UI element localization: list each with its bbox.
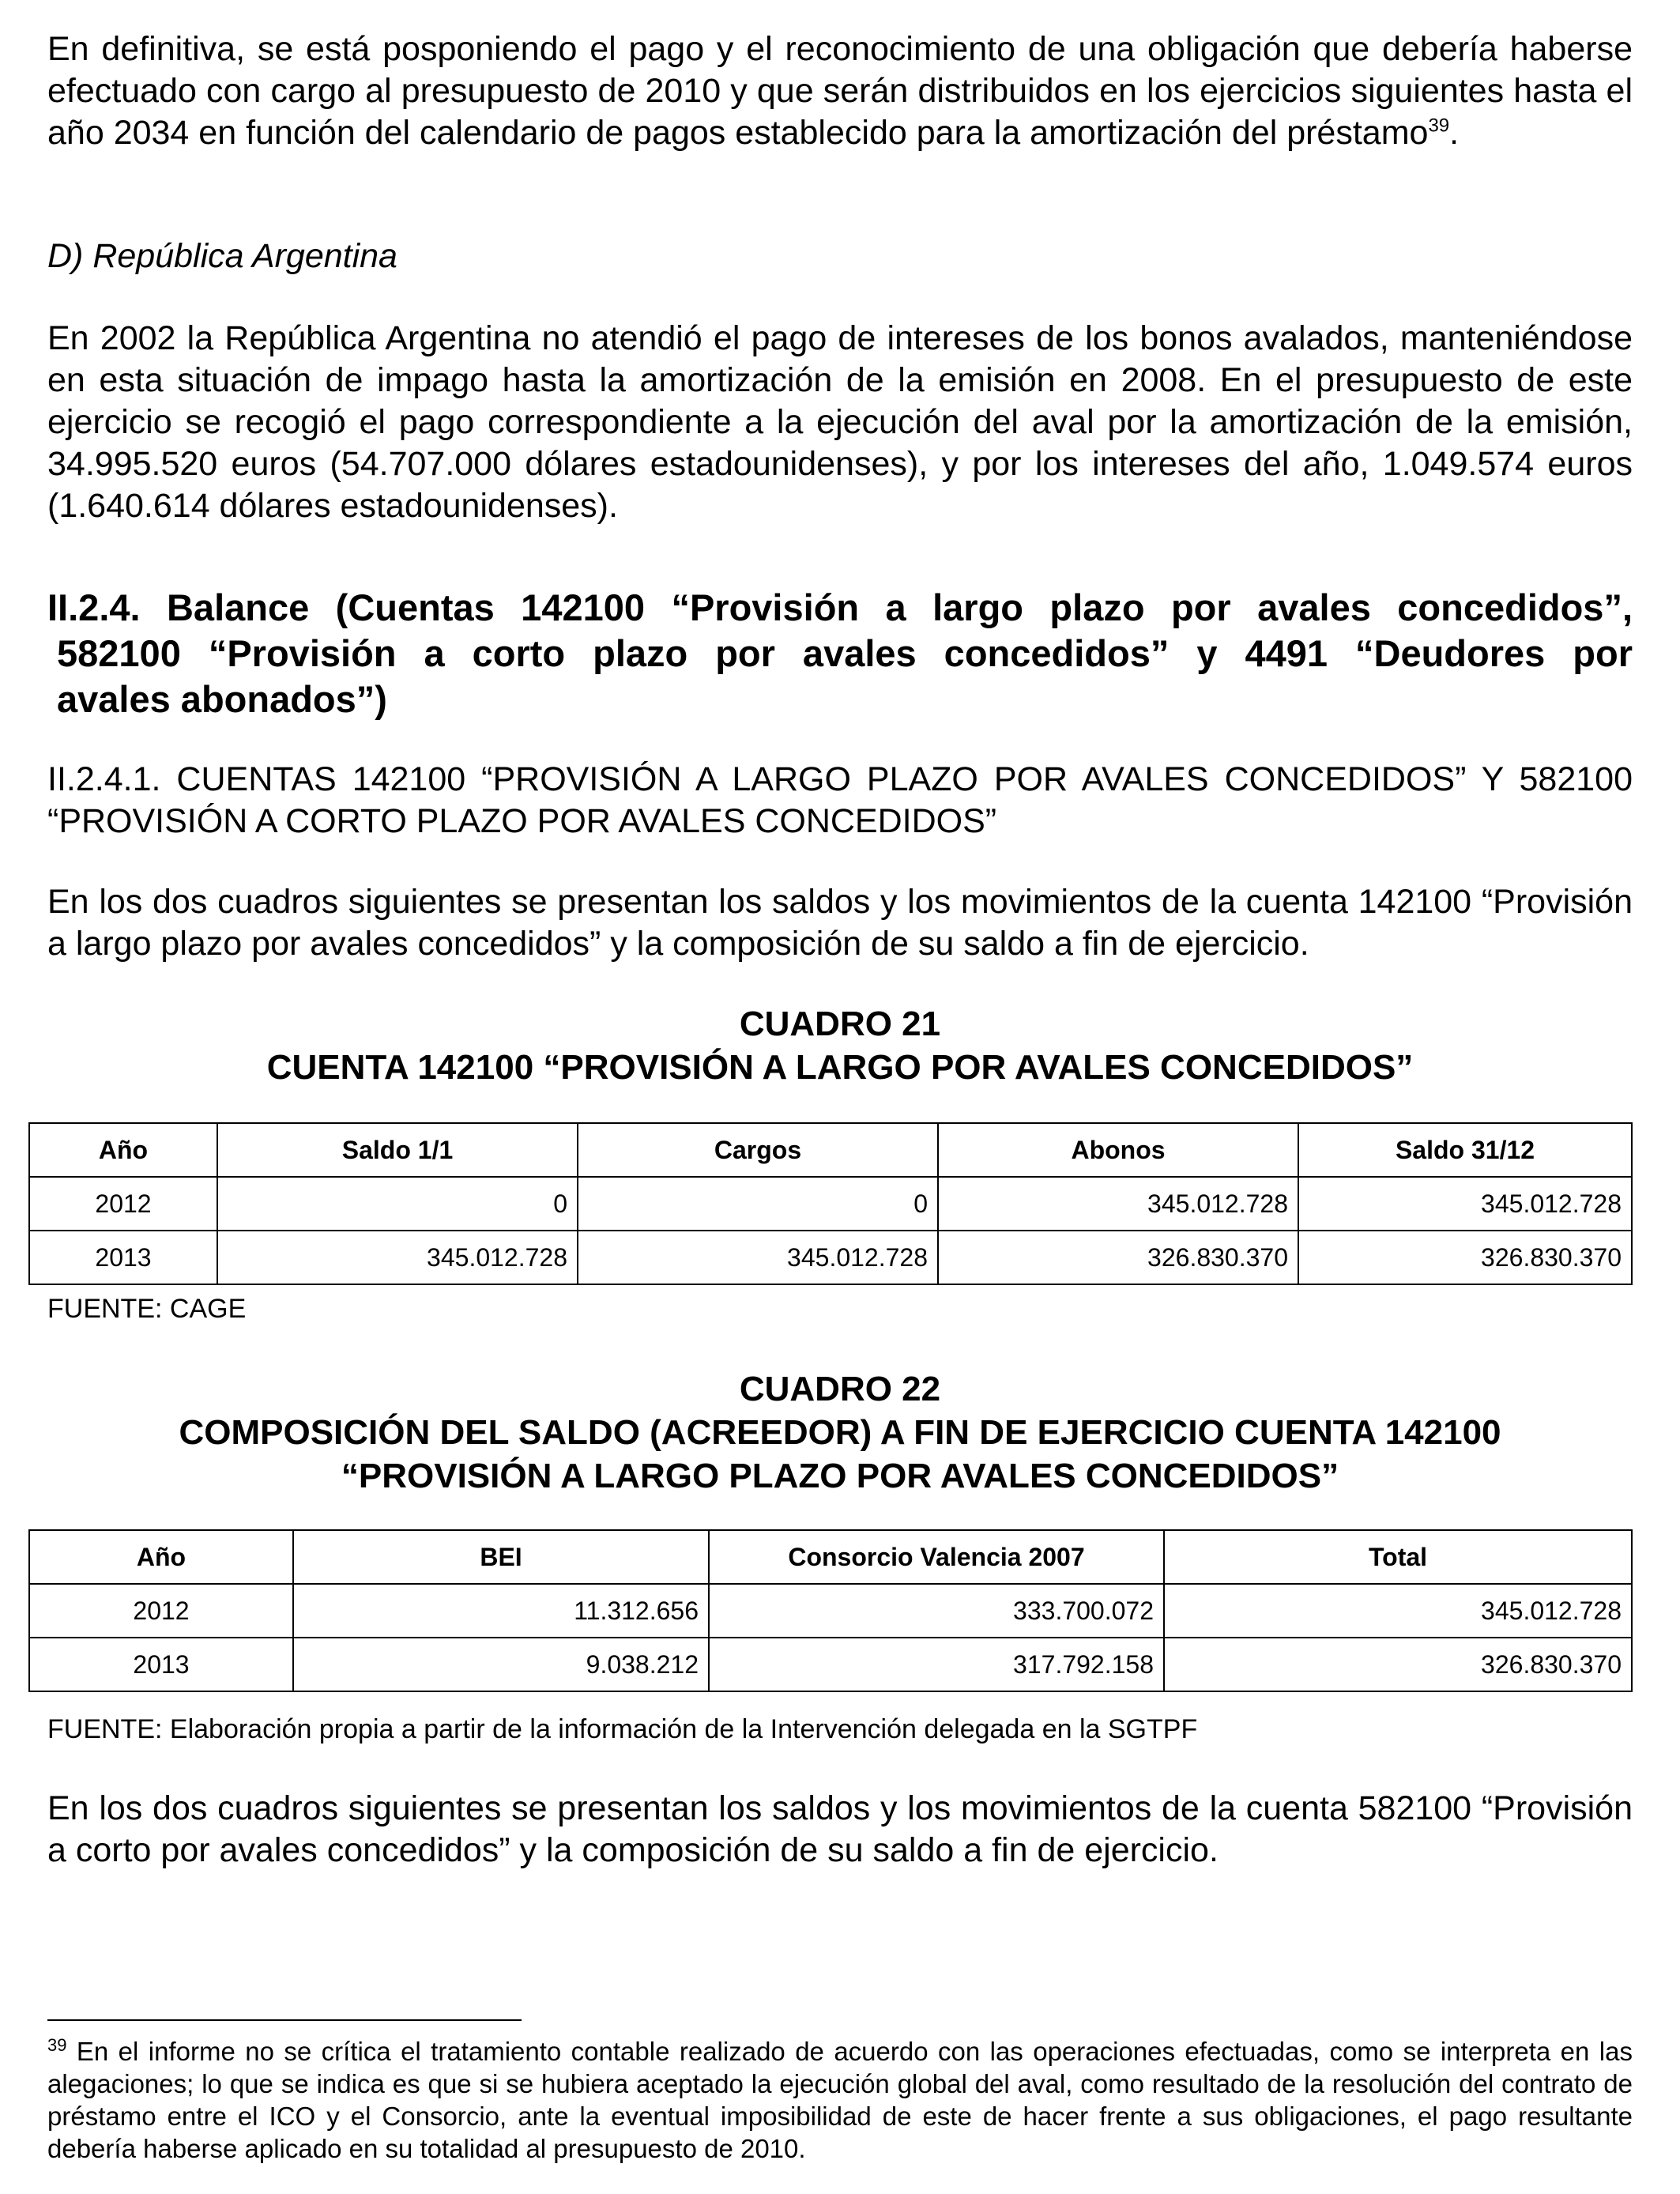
footnote-39 xyxy=(47,2035,1633,2165)
table-cell: 326.830.370 xyxy=(1164,1638,1632,1691)
column-header: Saldo 31/12 xyxy=(1298,1123,1632,1177)
footnote-text: En el informe no se crítica el tratamiento contable realizado de acuerdo con las operaciones efectuadas, como se interpreta en las alegaciones; lo que se indica es que si se hubiera aceptado la ejecución global del aval, como resultado de la resolución del contrato de préstamo entre el ICO y el Consorcio, ante la eventual imposibilidad de este de hacer frente a sus obligaciones, el pago resultante debería haberse aplicado en su totalidad al presupuesto de 2010. xyxy=(47,2037,1633,2163)
table-cell: 0 xyxy=(578,1177,938,1231)
table-cell: 345.012.728 xyxy=(1298,1177,1632,1231)
footnote-number: 39 xyxy=(47,2035,67,2055)
table-cell: 2013 xyxy=(29,1638,293,1691)
paragraph-1-end: . xyxy=(1449,114,1460,152)
cuadro-21-title: CUENTA 142100 “PROVISIÓN A LARGO POR AVALES CONCEDIDOS” xyxy=(266,1048,1414,1087)
cuadro-21-source: FUENTE: CAGE xyxy=(47,1294,247,1324)
paragraph-4: En los dos cuadros siguientes se presentan los saldos y los movimientos de la cuenta 582100 “Provisión a corto por avales concedidos” y la composición de su saldo a fin de ejercicio. xyxy=(47,1789,1633,1869)
column-header: Abonos xyxy=(938,1123,1298,1177)
paragraph-1-text: En definitiva, se está posponiendo el pago y el reconocimiento de una obligación que debería haberse efectuado con cargo al presupuesto de 2010 y que serán distribuidos en los ejercicios siguientes hasta el año 2034 en función del calendario de pagos establecido para la amortización del préstamo xyxy=(47,30,1633,152)
cuadro-22-title-line-1: COMPOSICIÓN DEL SALDO (ACREEDOR) A FIN DE EJERCICIO CUENTA 142100 xyxy=(179,1413,1501,1452)
table-row xyxy=(29,1584,1632,1638)
section-d-title: D) República Argentina xyxy=(47,237,397,275)
table-cell: 11.312.656 xyxy=(293,1584,709,1638)
table-row xyxy=(29,1638,1632,1691)
column-header: Año xyxy=(29,1530,293,1584)
cuadro-22-caption xyxy=(47,1367,1633,1498)
table-cell: 345.012.728 xyxy=(217,1231,578,1284)
table-cell: 9.038.212 xyxy=(293,1638,709,1691)
column-header: Total xyxy=(1164,1530,1632,1584)
column-header: Año xyxy=(29,1123,217,1177)
cuadro-22-table xyxy=(28,1529,1633,1692)
heading-line-2: 582100 “Provisión a corto plazo por avales concedidos” y 4491 “Deudores por xyxy=(57,632,1633,674)
table-cell: 2012 xyxy=(29,1177,217,1231)
table-cell: 326.830.370 xyxy=(1298,1231,1632,1284)
table-header-row xyxy=(29,1123,1632,1177)
paragraph-3: En los dos cuadros siguientes se presentan los saldos y los movimientos de la cuenta 142100 “Provisión a largo plazo por avales concedidos” y la composición de su saldo a fin de ejercicio. xyxy=(47,883,1633,963)
table-cell: 317.792.158 xyxy=(709,1638,1164,1691)
table-cell: 345.012.728 xyxy=(578,1231,938,1284)
cuadro-21-table xyxy=(28,1122,1633,1285)
column-header: Saldo 1/1 xyxy=(217,1123,578,1177)
table-cell: 2012 xyxy=(29,1584,293,1638)
section-heading-ii-2-4 xyxy=(47,585,1633,722)
table-cell: 0 xyxy=(217,1177,578,1231)
cuadro-21-caption xyxy=(47,1002,1633,1089)
table-cell: 326.830.370 xyxy=(938,1231,1298,1284)
table-cell: 333.700.072 xyxy=(709,1584,1164,1638)
subsection-heading-ii-2-4-1: II.2.4.1. CUENTAS 142100 “PROVISIÓN A LARGO PLAZO POR AVALES CONCEDIDOS” Y 582100 “PROVISIÓN A CORTO PLAZO POR AVALES CONCEDIDOS” xyxy=(47,760,1633,840)
cuadro-22-title-line-2: “PROVISIÓN A LARGO PLAZO POR AVALES CONCEDIDOS” xyxy=(341,1457,1339,1495)
column-header: BEI xyxy=(293,1530,709,1584)
footnote-ref-39[interactable]: 39 xyxy=(1428,115,1450,137)
paragraph-1 xyxy=(47,28,1633,154)
column-header: Cargos xyxy=(578,1123,938,1177)
cuadro-22-source: FUENTE: Elaboración propia a partir de la información de la Intervención delegada en la SGTPF xyxy=(47,1714,1198,1744)
table-row xyxy=(29,1231,1632,1284)
column-header: Consorcio Valencia 2007 xyxy=(709,1530,1164,1584)
footnote-separator xyxy=(47,2019,522,2021)
table-cell: 2013 xyxy=(29,1231,217,1284)
heading-line-1: II.2.4. Balance (Cuentas 142100 “Provisión a largo plazo por avales concedidos”, xyxy=(47,586,1633,628)
paragraph-2: En 2002 la República Argentina no atendió el pago de intereses de los bonos avalados, manteniéndose en esta situación de impago hasta la amortización de la emisión en 2008. En el presupuesto de este ejercicio se recogió el pago correspondiente a la ejecución del aval por la amortización de la emisión, 34.995.520 euros (54.707.000 dólares estadounidenses), y por los intereses del año, 1.049.574 euros (1.640.614 dólares estadounidenses). xyxy=(47,319,1633,525)
table-header-row xyxy=(29,1530,1632,1584)
heading-line-3: avales abonados”) xyxy=(57,678,387,720)
table-row xyxy=(29,1177,1632,1231)
table-cell: 345.012.728 xyxy=(1164,1584,1632,1638)
cuadro-22-number: CUADRO 22 xyxy=(739,1370,941,1408)
cuadro-21-number: CUADRO 21 xyxy=(739,1005,941,1043)
table-cell: 345.012.728 xyxy=(938,1177,1298,1231)
